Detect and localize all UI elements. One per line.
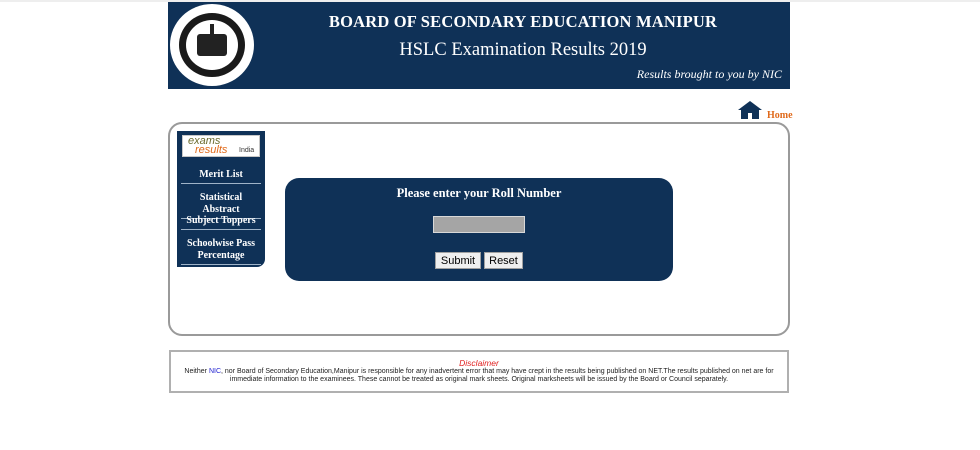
roll-number-input[interactable]	[433, 216, 525, 233]
disclaimer-title: Disclaimer	[459, 358, 499, 368]
sidebar-item-statistical-abstract[interactable]: Statistical Abstract	[181, 192, 261, 219]
roll-number-form	[285, 178, 673, 281]
exams-results-logo[interactable]: exams results India	[182, 135, 260, 157]
home-icon[interactable]	[738, 101, 762, 119]
home-label[interactable]: Home	[767, 110, 793, 121]
submit-button[interactable]: Submit	[435, 252, 481, 269]
disclaimer-box	[169, 350, 789, 393]
nic-link[interactable]: NIC	[208, 368, 222, 375]
nic-credit: Results brought to you by NIC	[636, 67, 782, 81]
sidebar-item-schoolwise-pass-percentage[interactable]: Schoolwise Pass Percentage	[181, 238, 261, 265]
reset-button[interactable]: Reset	[484, 252, 523, 269]
sidebar	[177, 131, 265, 267]
sidebar-item-merit-list[interactable]: Merit List	[181, 169, 261, 184]
site-header	[168, 2, 790, 89]
disclaimer-text: Neither NIC, nor Board of Secondary Education,Manipur is responsible for any inadvertent error that may have crept in the results being published on NET.The results published on net are for immediate information to the examinees. These cannot be treated as original mark sheets. Original marksheets will be issued by the Board or Council separately.	[184, 368, 774, 383]
exam-subtitle: HSLC Examination Results 2019	[399, 40, 647, 60]
board-title: BOARD OF SECONDARY EDUCATION MANIPUR	[328, 12, 718, 31]
roll-number-prompt: Please enter your Roll Number	[396, 186, 562, 200]
sidebar-item-subject-toppers[interactable]: Subject Toppers	[181, 215, 261, 230]
bse-manipur-seal-icon	[170, 4, 254, 86]
